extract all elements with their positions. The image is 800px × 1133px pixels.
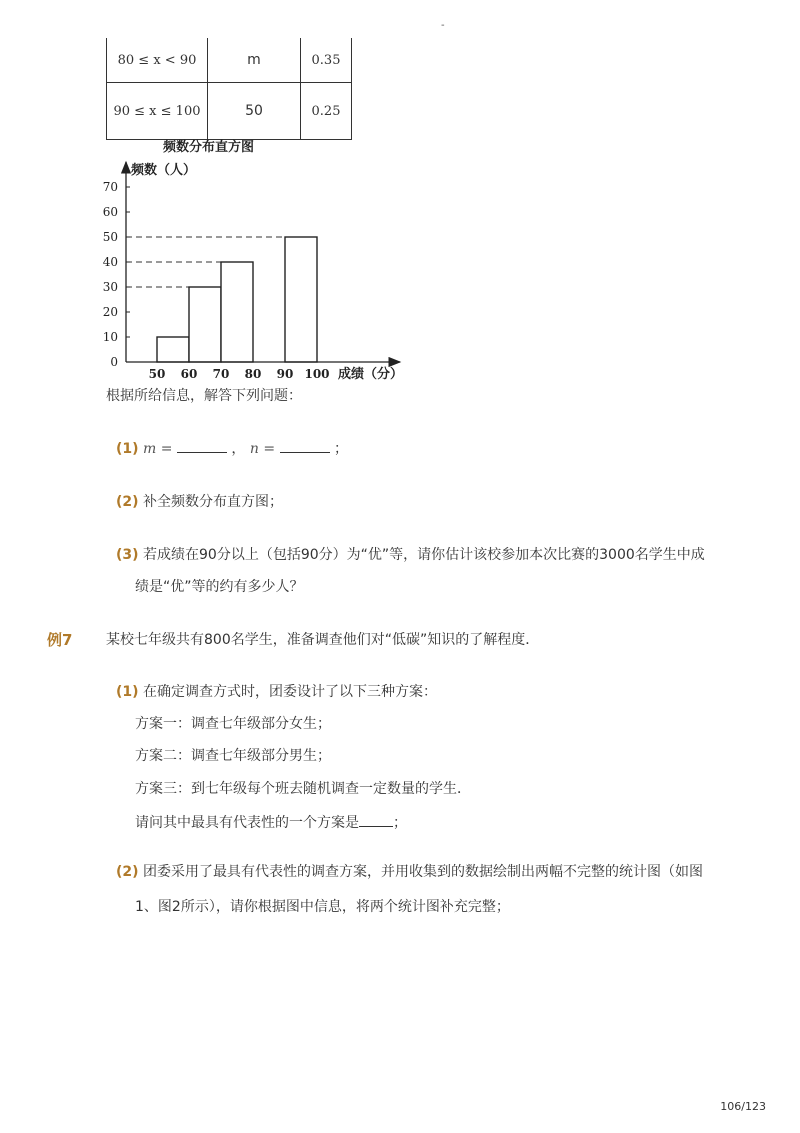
table-cell-range: 80 ≤ x < 90 — [107, 38, 208, 83]
x-tick-label: 100 — [304, 367, 330, 381]
example-question-2 — [116, 862, 703, 882]
question-number: (2) — [116, 494, 139, 510]
table-cell-range: 90 ≤ x ≤ 100 — [107, 83, 208, 140]
answer-blank-plan[interactable] — [359, 812, 393, 827]
y-tick-label: 0 — [110, 355, 118, 369]
y-tick-label: 20 — [102, 305, 118, 319]
question-text: 若成绩在90分以上（包括90分）为“优”等，请你估计该校参加本次比赛的3000名学生中成 — [143, 547, 705, 563]
example-question-1 — [116, 682, 437, 702]
answer-blank-m[interactable] — [177, 438, 227, 453]
x-tick-label: 60 — [180, 367, 198, 381]
x-tick-label: 50 — [148, 367, 166, 381]
plan-2: 方案二：调查七年级部分男生； — [135, 748, 331, 764]
y-axis-label: 频数（人） — [131, 163, 197, 178]
plan-1: 方案一：调查七年级部分女生； — [135, 716, 331, 732]
histogram-bar — [285, 237, 317, 362]
chart-title: 频数分布直方图 — [163, 140, 255, 155]
table-cell-rate: 0.25 — [301, 83, 352, 140]
table-cell-rate: 0.35 — [301, 38, 352, 83]
example-label: 例7 — [47, 631, 73, 649]
end-punct: ； — [393, 815, 407, 831]
question-text: 请问其中最具有代表性的一个方案是 — [135, 815, 359, 831]
example-question-2-cont: 1、图2所示），请你根据图中信息，将两个统计图补充完整； — [135, 899, 510, 915]
x-tick-label: 80 — [244, 367, 262, 381]
y-tick-label: 50 — [102, 230, 118, 244]
table-cell-count: m — [208, 38, 301, 83]
x-tick-label: 70 — [212, 367, 230, 381]
y-tick-label: 40 — [102, 255, 118, 269]
question-number: (1) — [116, 441, 139, 457]
question-number: (1) — [116, 684, 139, 700]
page-marker: - — [441, 20, 445, 31]
variable-m: m — [143, 441, 157, 457]
question-number: (3) — [116, 547, 139, 563]
x-tick-label: 90 — [276, 367, 294, 381]
equals-sign: = — [160, 441, 173, 457]
page-number: 106/123 — [720, 1100, 766, 1113]
question-number: (2) — [116, 864, 139, 880]
y-tick-label: 30 — [102, 280, 118, 294]
question-text: 团委采用了最具有代表性的调查方案，并用收集到的数据绘制出两幅不完整的统计图（如图 — [143, 864, 703, 880]
histogram-bar — [157, 337, 189, 362]
variable-n: n — [249, 441, 259, 457]
plan-question — [135, 812, 407, 833]
table-cell-count: 50 — [208, 83, 301, 140]
histogram-bar — [189, 287, 221, 362]
question-text: 补全频数分布直方图； — [143, 494, 283, 510]
end-punct: ； — [333, 441, 348, 457]
equals-sign: = — [263, 441, 276, 457]
question-3 — [116, 545, 705, 565]
y-tick-label: 70 — [102, 180, 118, 194]
example-heading — [47, 630, 72, 651]
y-tick-label: 10 — [102, 330, 118, 344]
question-2 — [116, 492, 283, 512]
question-1 — [116, 438, 348, 459]
histogram-bar — [221, 262, 253, 362]
answer-blank-n[interactable] — [280, 438, 330, 453]
example-text: 某校七年级共有800名学生，准备调查他们对“低碳”知识的了解程度． — [106, 632, 540, 648]
histogram-chart — [0, 0, 800, 400]
question-3-cont: 绩是“优”等的约有多少人？ — [135, 579, 304, 595]
separator: ， — [231, 441, 246, 457]
plan-3: 方案三：到七年级每个班去随机调查一定数量的学生． — [135, 781, 471, 797]
x-axis-label: 成绩（分） — [338, 367, 404, 382]
intro-text: 根据所给信息，解答下列问题： — [106, 388, 302, 404]
y-tick-label: 60 — [102, 205, 118, 219]
question-text: 在确定调查方式时，团委设计了以下三种方案： — [143, 684, 437, 700]
